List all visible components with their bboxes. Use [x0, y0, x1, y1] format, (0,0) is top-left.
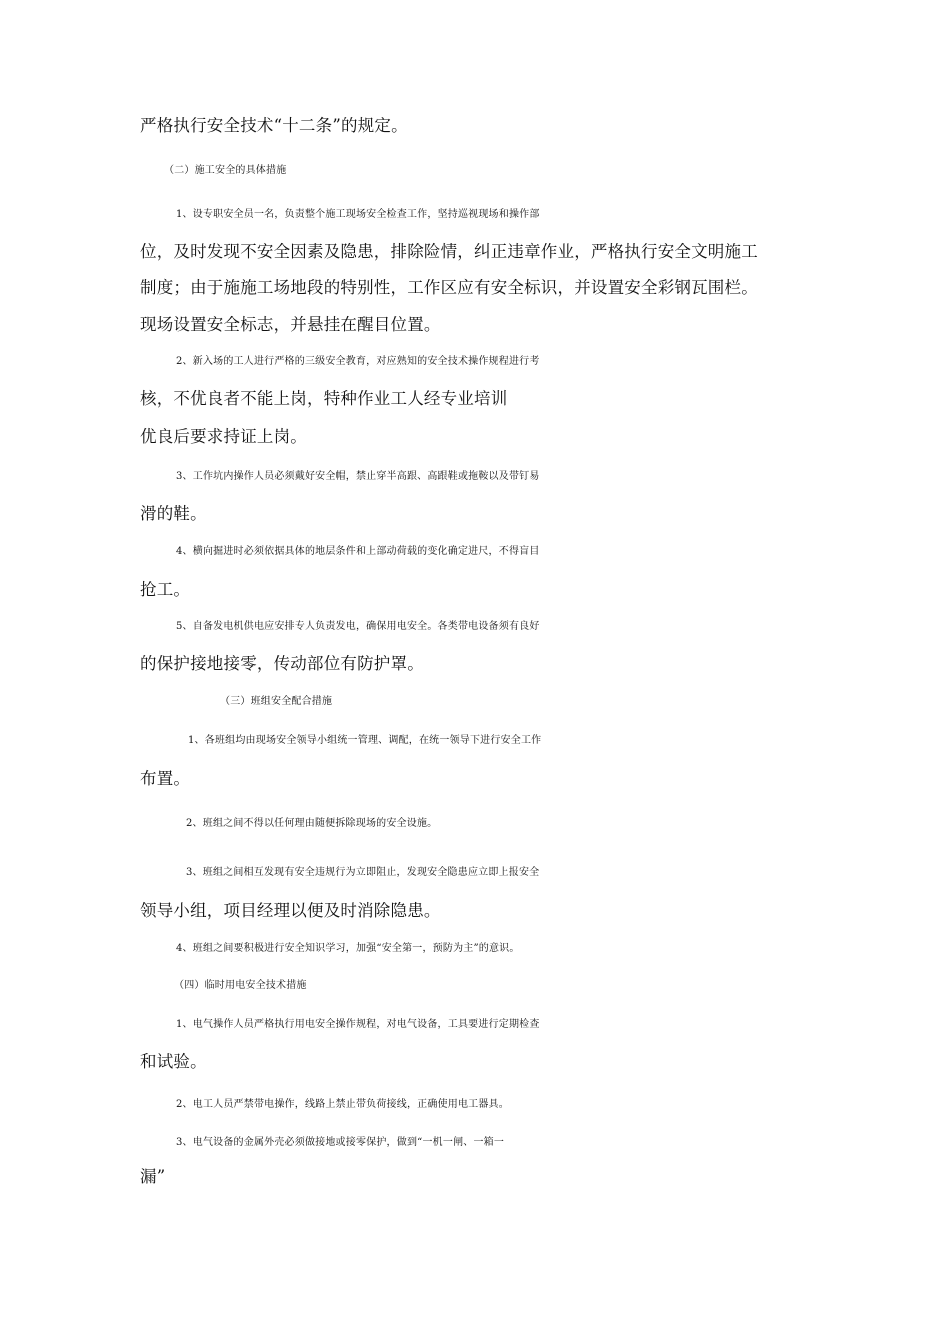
- paragraph-10-line: 1、电气操作人员严格执行用电安全操作规程，对电气设备，工具要进行定期检查: [176, 1019, 540, 1030]
- paragraph-1-line: 1、设专职安全员一名，负责整个施工现场安全检查工作，坚持巡视现场和操作部: [176, 209, 540, 220]
- paragraph-4-line: 抢工。: [140, 580, 191, 599]
- paragraph-8-line: 3、班组之间相互发现有安全违规行为立即阻止，发现安全隐患应立即上报安全: [186, 867, 540, 878]
- paragraph-1-line: 制度；由于施施工场地段的特别性，工作区应有安全标识，并设置安全彩钢瓦围栏。: [140, 278, 758, 297]
- section-heading-3: （三）班组安全配合措施: [220, 696, 333, 707]
- paragraph-11-line: 2、电工人员严禁带电操作，线路上禁止带负荷接线，正确使用电工器具。: [176, 1099, 509, 1110]
- paragraph-2-line: 核，不优良者不能上岗，特种作业工人经专业培训: [140, 389, 508, 408]
- paragraph-5-line: 5、自备发电机供电应安排专人负责发电，确保用电安全。各类带电设备须有良好: [176, 621, 540, 632]
- paragraph-6-line: 布置。: [140, 769, 191, 788]
- paragraph-3-line: 滑的鞋。: [140, 504, 207, 523]
- section-heading-4: （四）临时用电安全技术措施: [174, 980, 307, 991]
- paragraph-1-line: 位，及时发现不安全因素及隐患，排除险情，纠正违章作业，严格执行安全文明施工: [140, 242, 758, 261]
- paragraph-10-line: 和试验。: [140, 1052, 207, 1071]
- paragraph-4-line: 4、横向掘进时必须依据具体的地层条件和上部动荷载的变化确定进尺，不得盲目: [176, 546, 540, 557]
- paragraph-2-line: 2、新入场的工人进行严格的三级安全教育，对应熟知的安全技术操作规程进行考: [176, 356, 540, 367]
- paragraph-3-line: 3、工作坑内操作人员必须戴好安全帽，禁止穿半高跟、高跟鞋或拖鞍以及带钉易: [176, 471, 540, 482]
- paragraph-12-line: 漏”: [140, 1167, 166, 1186]
- paragraph-2-line: 优良后要求持证上岗。: [140, 427, 307, 446]
- text-line: 严格执行安全技术“十二条”的规定。: [140, 116, 408, 135]
- paragraph-7-line: 2、班组之间不得以任何理由随便拆除现场的安全设施。: [186, 818, 438, 829]
- paragraph-9-line: 4、班组之间要积极进行安全知识学习，加强“安全第一，预防为主”的意识。: [176, 943, 520, 954]
- section-heading-2: （二）施工安全的具体措施: [164, 165, 287, 176]
- paragraph-1-line: 现场设置安全标志，并悬挂在醒目位置。: [140, 315, 441, 334]
- paragraph-8-line: 领导小组，项目经理以便及时消除隐患。: [140, 901, 441, 920]
- paragraph-6-line: 1、各班组均由现场安全领导小组统一管理、调配，在统一领导下进行安全工作: [188, 735, 542, 746]
- paragraph-12-line: 3、电气设备的金属外壳必须做接地或接零保护，做到“一机一闸、一箱一: [176, 1137, 505, 1148]
- paragraph-5-line: 的保护接地接零，传动部位有防护罩。: [140, 654, 424, 673]
